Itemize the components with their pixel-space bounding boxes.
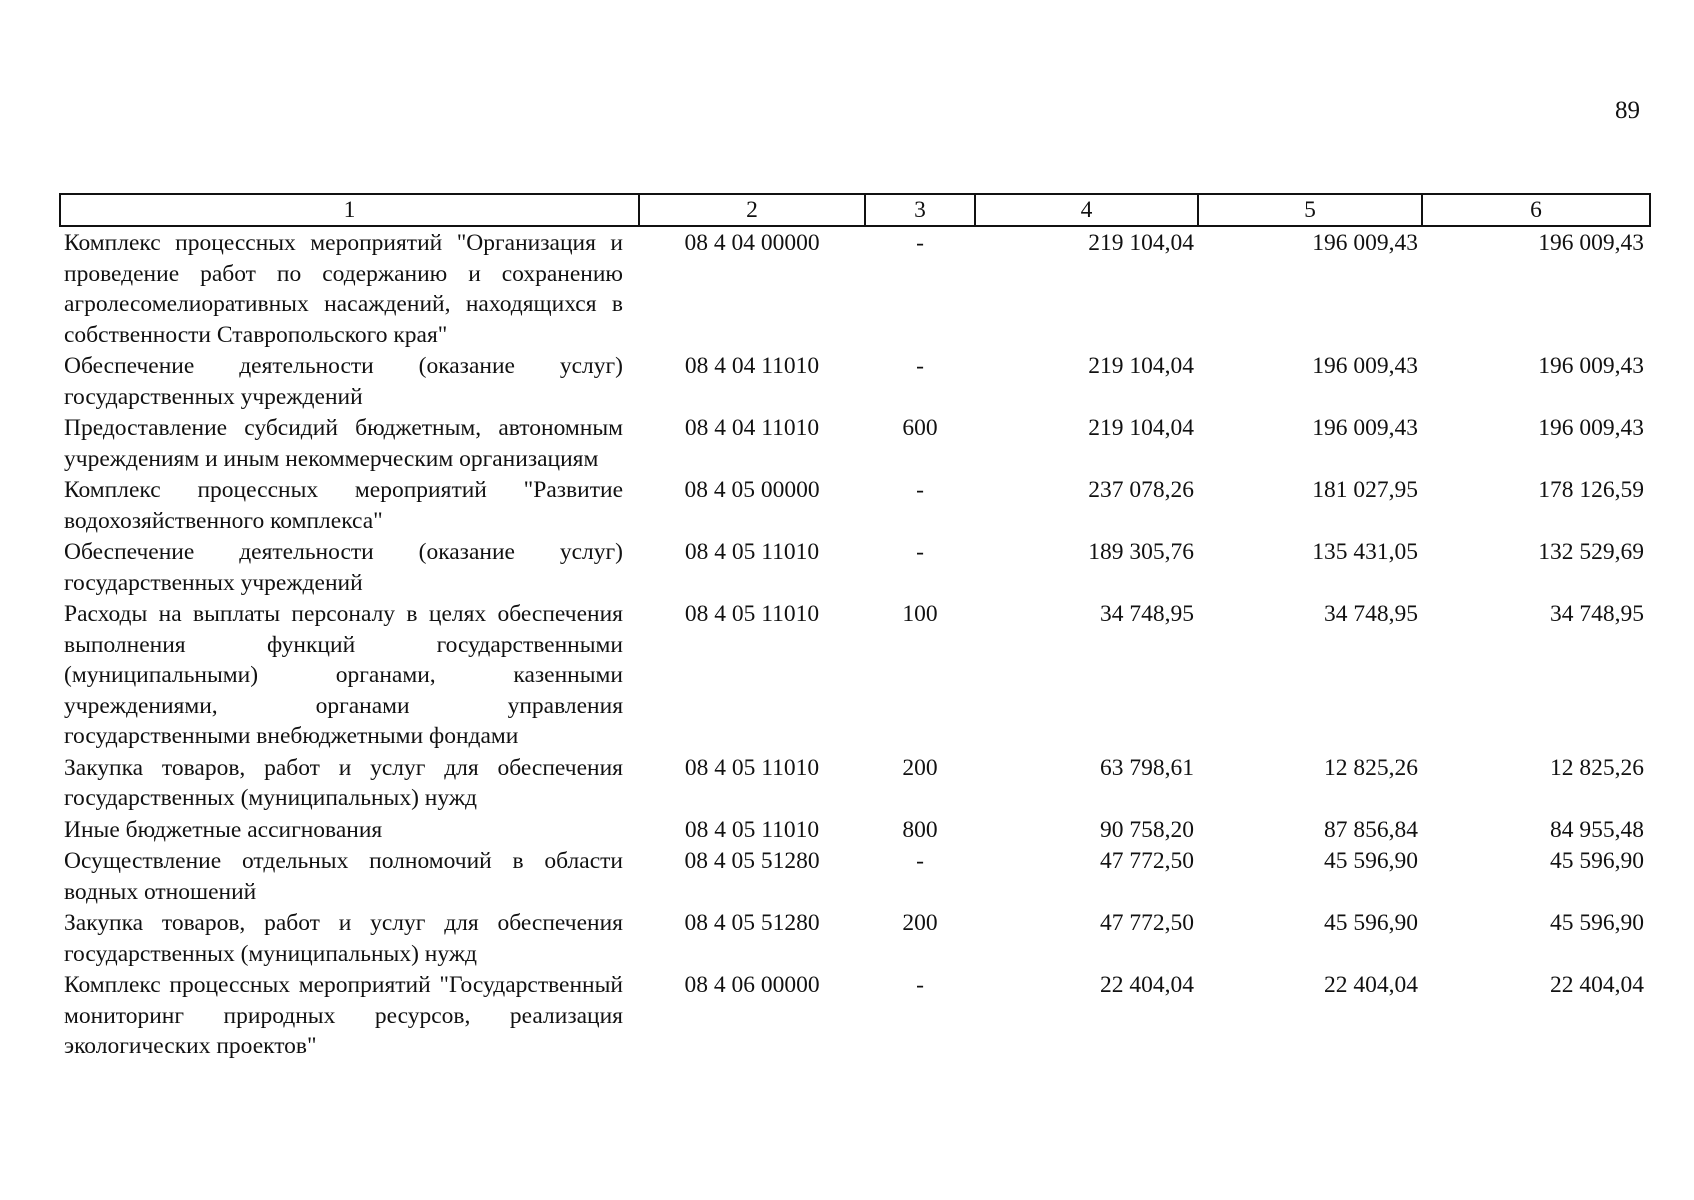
row-value-4: 237 078,26	[1088, 477, 1194, 503]
row-name: Комплекс процессных мероприятий "Организация и проведение работ по содержанию и сохранению агролесомелиоративных насаждений, находящихся в собственности Ставропольского края"	[64, 230, 623, 348]
header-col-5: 5	[1198, 194, 1422, 226]
row-value-6: 196 009,43	[1538, 353, 1644, 379]
row-value-5: 45 596,90	[1324, 848, 1418, 874]
row-value-4: 219 104,04	[1088, 230, 1194, 256]
row-value-4: 219 104,04	[1088, 353, 1194, 379]
row-name: Закупка товаров, работ и услуг для обеспечения государственных (муниципальных) нужд	[64, 754, 623, 811]
table-row	[60, 412, 1650, 474]
row-value-5: 135 431,05	[1312, 539, 1418, 565]
row-expense-type: 800	[902, 816, 938, 843]
table-header	[60, 194, 1650, 226]
row-expense-type: -	[916, 972, 924, 998]
table-row	[60, 969, 1650, 1062]
row-name: Обеспечение деятельности (оказание услуг) государственных учреждений	[64, 539, 623, 596]
header-col-1: 1	[60, 194, 639, 226]
row-code: 08 4 05 51280	[684, 848, 820, 874]
row-name: Закупка товаров, работ и услуг для обеспечения государственных (муниципальных) нужд	[64, 910, 623, 967]
row-name: Обеспечение деятельности (оказание услуг) государственных учреждений	[64, 353, 623, 410]
row-value-6: 45 596,90	[1550, 910, 1644, 936]
row-value-6: 132 529,69	[1538, 539, 1644, 565]
row-code: 08 4 05 00000	[684, 477, 820, 503]
row-value-6: 45 596,90	[1550, 848, 1644, 874]
table-row	[60, 845, 1650, 907]
row-code: 08 4 05 11010	[684, 539, 820, 565]
row-expense-type: -	[916, 230, 924, 256]
row-expense-type: 600	[902, 415, 938, 441]
row-code: 08 4 05 11010	[684, 816, 820, 843]
row-expense-type: 200	[902, 910, 938, 936]
row-value-5: 196 009,43	[1312, 230, 1418, 256]
row-value-5: 34 748,95	[1324, 601, 1418, 627]
row-value-5: 196 009,43	[1312, 353, 1418, 379]
row-value-6: 84 955,48	[1550, 816, 1644, 843]
header-col-4: 4	[975, 194, 1198, 226]
table-row	[60, 598, 1650, 752]
header-col-6: 6	[1422, 194, 1650, 226]
row-expense-type: 200	[902, 754, 938, 781]
table-row	[60, 536, 1650, 598]
row-value-6: 178 126,59	[1538, 477, 1644, 503]
table-row	[60, 226, 1650, 350]
row-value-6: 12 825,26	[1550, 754, 1644, 781]
budget-table	[59, 193, 1651, 1062]
page-number: 89	[1615, 97, 1640, 124]
header-col-2: 2	[639, 194, 865, 226]
row-value-6: 22 404,04	[1550, 972, 1644, 998]
row-value-5: 196 009,43	[1312, 415, 1418, 441]
row-value-4: 34 748,95	[1100, 601, 1194, 627]
row-code: 08 4 05 51280	[684, 910, 820, 936]
table-row	[60, 752, 1650, 814]
row-expense-type: 100	[902, 601, 938, 627]
row-expense-type: -	[916, 848, 924, 874]
row-value-6: 34 748,95	[1550, 601, 1644, 627]
row-value-4: 63 798,61	[1100, 754, 1194, 781]
row-value-4: 219 104,04	[1088, 415, 1194, 441]
row-value-6: 196 009,43	[1538, 230, 1644, 256]
table-body	[60, 226, 1650, 1062]
row-code: 08 4 04 00000	[684, 230, 820, 256]
row-code: 08 4 06 00000	[684, 972, 820, 998]
row-expense-type: -	[916, 477, 924, 503]
row-name: Осуществление отдельных полномочий в области водных отношений	[64, 848, 623, 905]
row-expense-type: -	[916, 539, 924, 565]
row-name: Комплекс процессных мероприятий "Государственный мониторинг природных ресурсов, реализация экологических проектов"	[64, 972, 623, 1059]
row-value-5: 181 027,95	[1312, 477, 1418, 503]
row-value-5: 22 404,04	[1324, 972, 1418, 998]
row-code: 08 4 04 11010	[684, 353, 820, 379]
row-code: 08 4 04 11010	[684, 415, 820, 441]
row-name: Предоставление субсидий бюджетным, автономным учреждениям и иным некоммерческим организациям	[64, 415, 623, 472]
row-name: Иные бюджетные ассигнования	[64, 816, 383, 843]
row-value-4: 22 404,04	[1100, 972, 1194, 998]
row-value-5: 12 825,26	[1324, 754, 1418, 781]
row-expense-type: -	[916, 353, 924, 379]
row-name: Расходы на выплаты персоналу в целях обеспечения выполнения функций государственными (муниципальными) органами, казенными учреждениями, органами управления государственными внебюджетными фондами	[64, 601, 623, 749]
row-value-5: 45 596,90	[1324, 910, 1418, 936]
header-col-3: 3	[865, 194, 975, 226]
header-row	[60, 194, 1650, 226]
row-code: 08 4 05 11010	[684, 754, 820, 781]
row-value-4: 189 305,76	[1088, 539, 1194, 565]
row-name: Комплекс процессных мероприятий "Развитие водохозяйственного комплекса"	[64, 477, 623, 534]
row-value-4: 90 758,20	[1100, 816, 1194, 843]
table-row	[60, 350, 1650, 412]
row-value-5: 87 856,84	[1324, 816, 1418, 843]
row-value-6: 196 009,43	[1538, 415, 1644, 441]
table-row	[60, 814, 1650, 846]
row-value-4: 47 772,50	[1100, 848, 1194, 874]
row-value-4: 47 772,50	[1100, 910, 1194, 936]
table-row	[60, 474, 1650, 536]
row-code: 08 4 05 11010	[684, 601, 820, 627]
table-row	[60, 907, 1650, 969]
